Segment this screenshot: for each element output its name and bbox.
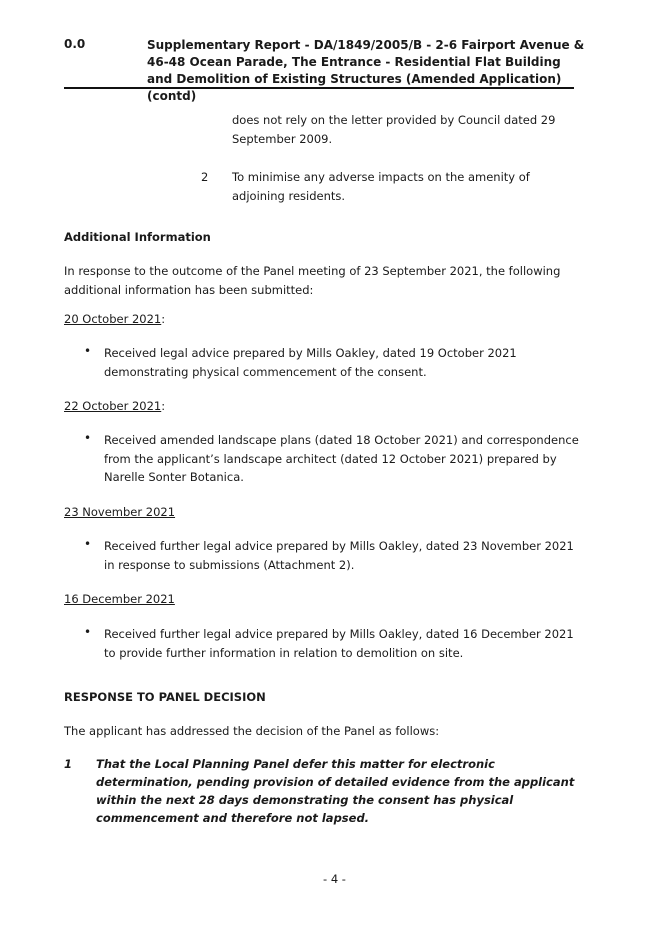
date-label: 20 October 2021 xyxy=(64,312,162,326)
bullet-icon: • xyxy=(84,344,92,358)
bullet-icon: • xyxy=(84,625,92,639)
list-item: Received legal advice prepared by Mills Oakley, dated 19 October 2021 demonstrating physical commencement of the consent. xyxy=(104,346,517,379)
response-item-text: That the Local Planning Panel defer this matter for electronic determination, pending provision of detailed evidence from the applicant within the next 28 days demonstrating the consent has physical commencement and therefore not lapsed. xyxy=(96,757,575,825)
date-label: 16 December 2021 xyxy=(64,592,175,606)
bullet-icon: • xyxy=(84,537,92,551)
date-heading xyxy=(64,399,165,413)
response-intro: The applicant has addressed the decision of the Panel as follows: xyxy=(64,724,440,738)
date-heading xyxy=(64,505,175,519)
header-divider xyxy=(64,87,574,89)
item-number: 2 xyxy=(201,170,209,184)
item-text: To minimise any adverse impacts on the amenity of adjoining residents. xyxy=(232,170,530,203)
date-heading xyxy=(64,312,165,326)
report-title: Supplementary Report - DA/1849/2005/B - 2-6 Fairport Avenue & 46-48 Ocean Parade, The Entrance - Residential Flat Building and Demolition of Existing Structures (Amended Application) (contd) xyxy=(147,38,585,103)
date-label: 23 November 2021 xyxy=(64,505,176,519)
response-item-number: 1 xyxy=(64,757,73,771)
date-heading xyxy=(64,592,175,606)
continuation-paragraph: does not rely on the letter provided by Council dated 29 September 2009. xyxy=(232,113,556,146)
section-number: 0.0 xyxy=(64,37,86,51)
intro-paragraph: In response to the outcome of the Panel meeting of 23 September 2021, the following additional information has been submitted: xyxy=(64,264,561,297)
date-label: 22 October 2021 xyxy=(64,399,162,413)
list-item: Received further legal advice prepared by Mills Oakley, dated 16 December 2021 to provide further information in relation to demolition on site. xyxy=(104,627,574,660)
date-suffix: : xyxy=(161,399,166,413)
response-heading: RESPONSE TO PANEL DECISION xyxy=(64,690,266,704)
list-item: Received amended landscape plans (dated 18 October 2021) and correspondence from the applicant’s landscape architect (dated 12 October 2021) prepared by Narelle Sonter Botanica. xyxy=(104,433,579,484)
bullet-icon: • xyxy=(84,431,92,445)
date-suffix: : xyxy=(161,312,166,326)
list-item: Received further legal advice prepared by Mills Oakley, dated 23 November 2021 in response to submissions (Attachment 2). xyxy=(104,539,574,572)
section-heading: Additional Information xyxy=(64,230,211,244)
page-number: - 4 - xyxy=(323,872,346,886)
